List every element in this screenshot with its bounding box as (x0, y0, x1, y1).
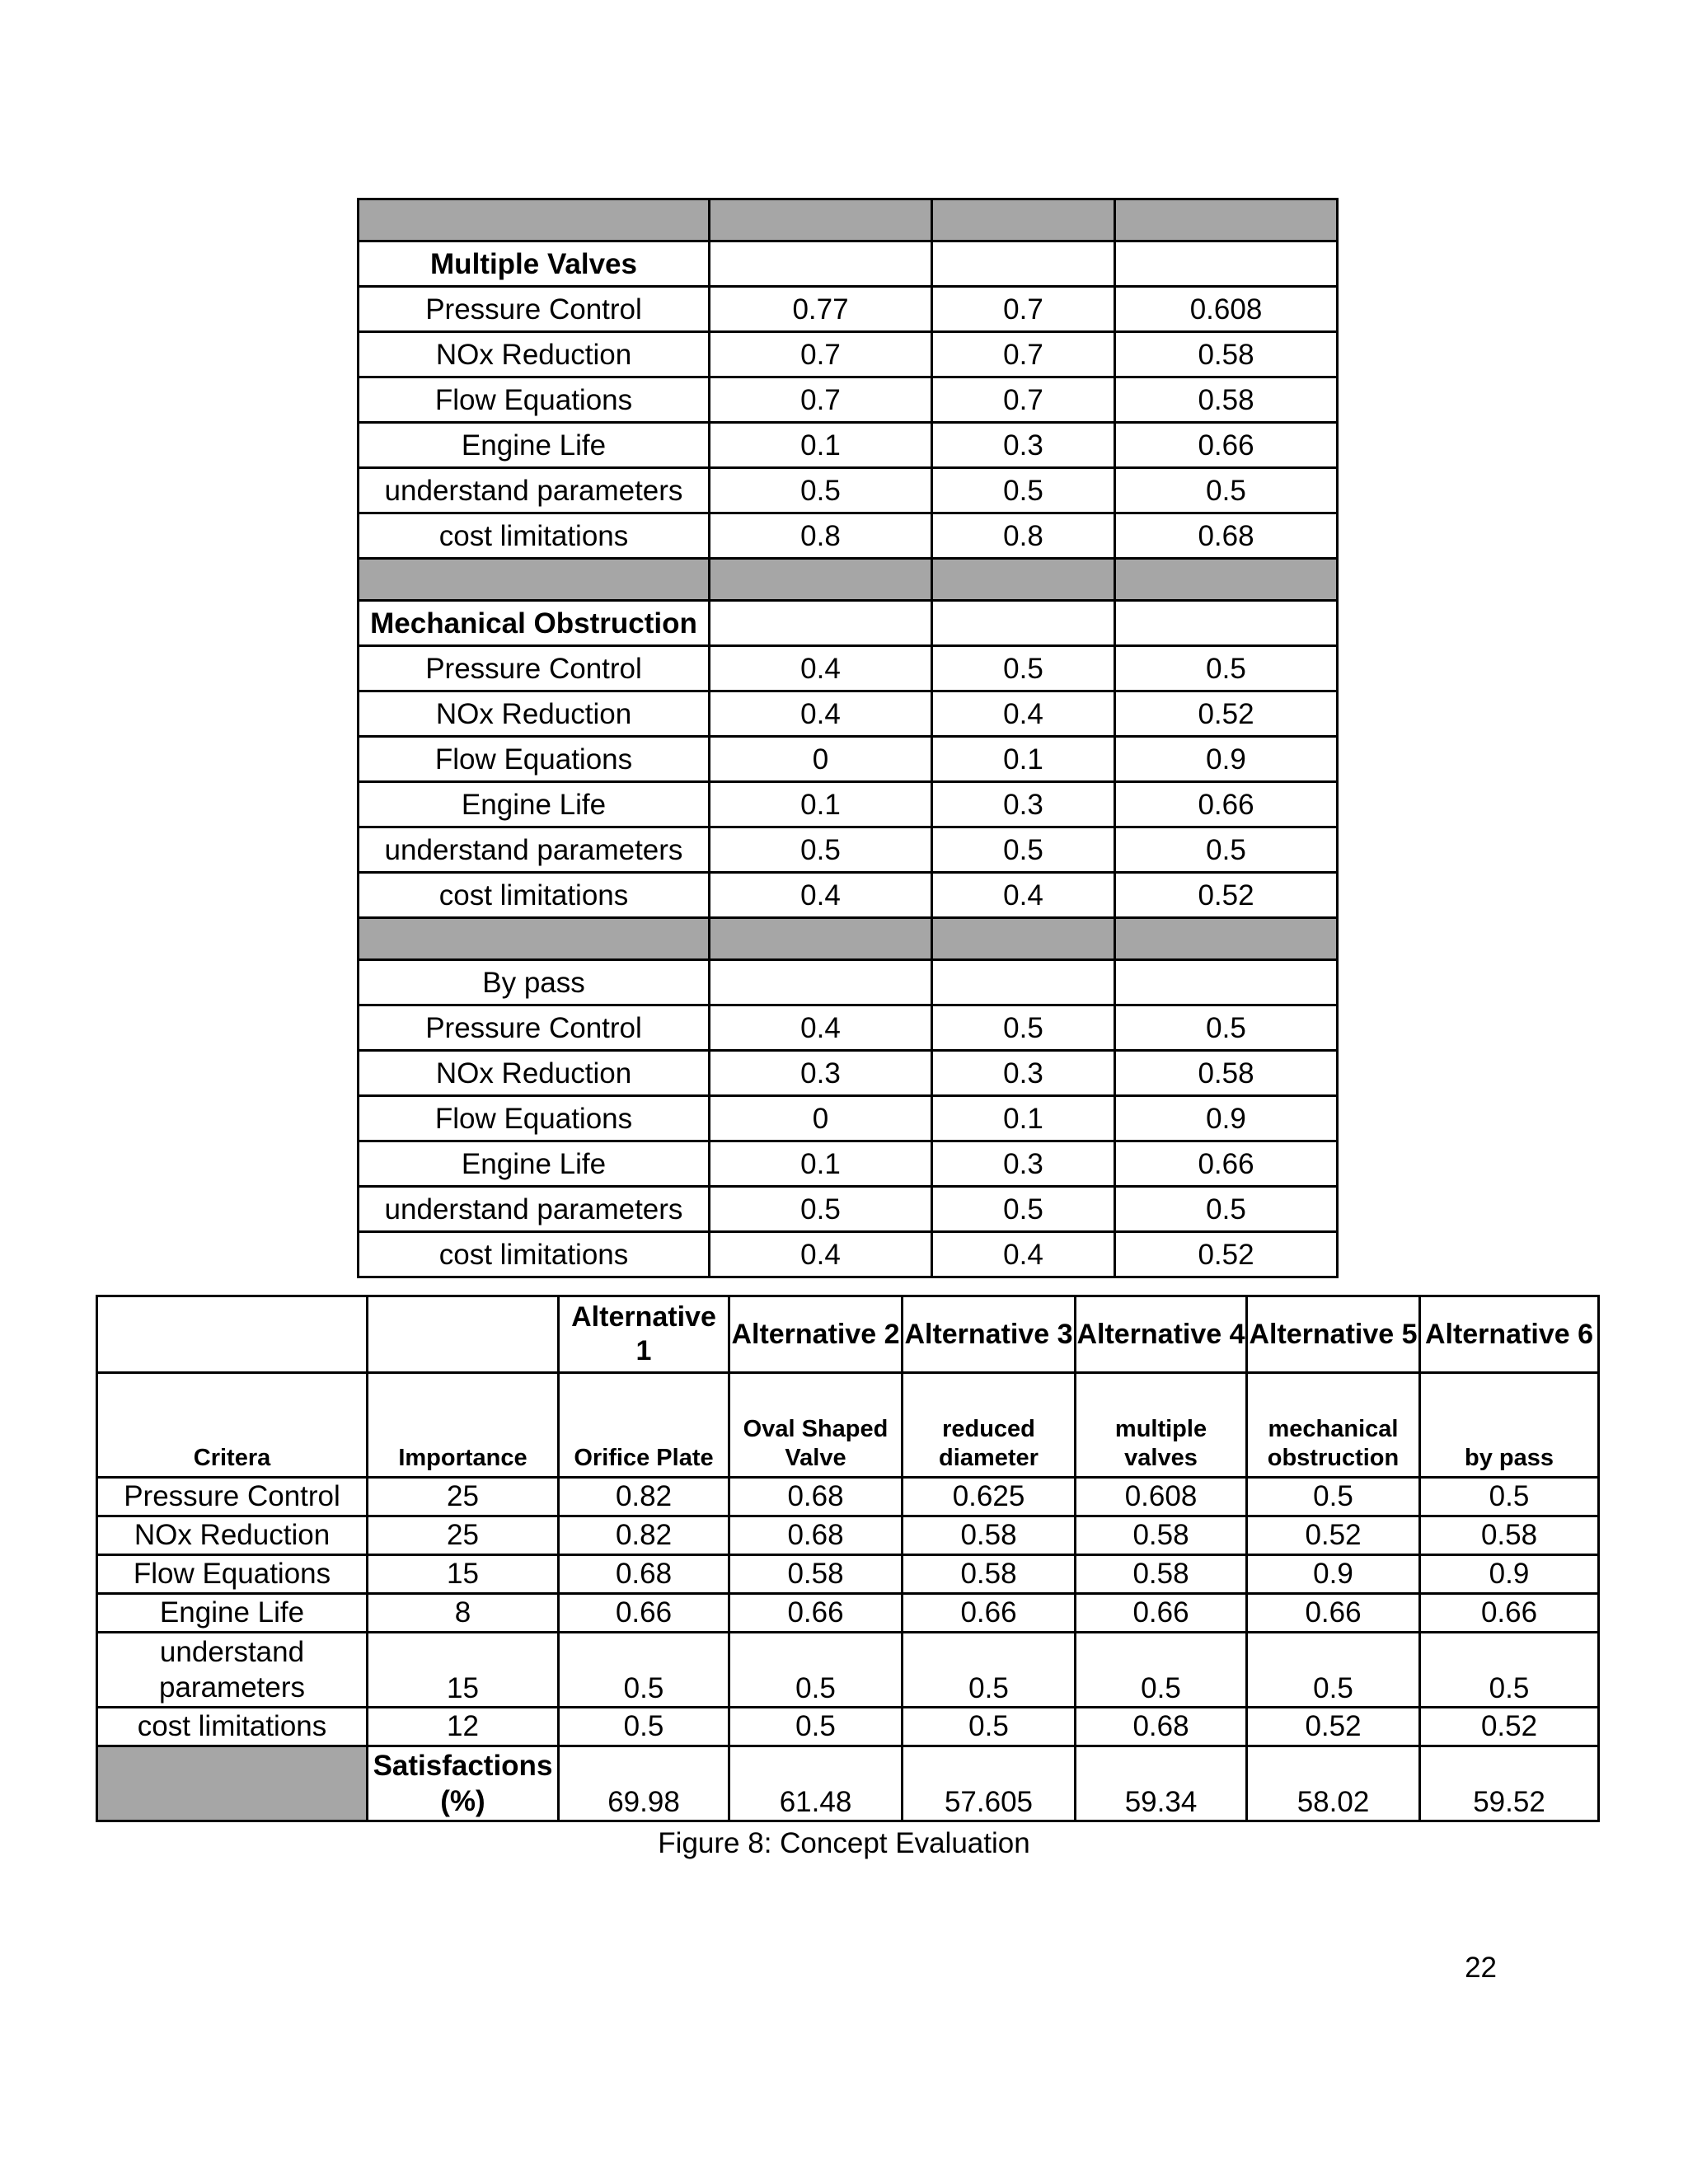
section-separator-row (359, 199, 1338, 241)
score-cell: 0.52 (1115, 1232, 1338, 1277)
importance-cell: 15 (368, 1633, 559, 1708)
importance-cell: 15 (368, 1555, 559, 1594)
table-row (359, 782, 1338, 827)
score-cell: 0.1 (710, 782, 932, 827)
criterion-cell: cost limitations (359, 513, 710, 559)
score-cell: 0.66 (729, 1594, 903, 1633)
score-cell: 0.5 (729, 1633, 903, 1708)
concept-header-row (97, 1373, 1599, 1478)
table-row (359, 332, 1338, 377)
score-cell: 0.58 (1115, 1051, 1338, 1096)
criterion-cell: understand parameters (359, 468, 710, 513)
score-cell: 0.5 (1115, 1187, 1338, 1232)
empty-cell (1115, 960, 1338, 1005)
satisfaction-value: 69.98 (559, 1746, 729, 1821)
score-cell: 0.58 (1076, 1555, 1247, 1594)
score-cell: 0.5 (932, 468, 1115, 513)
score-cell: 0.58 (1076, 1516, 1247, 1555)
score-cell: 0 (710, 1096, 932, 1141)
score-cell: 0.9 (1420, 1555, 1599, 1594)
criterion-cell: Pressure Control (359, 287, 710, 332)
table-row (359, 1187, 1338, 1232)
table-row (359, 737, 1338, 782)
score-cell: 0.77 (710, 287, 932, 332)
concept-header: Oval Shaped Valve (729, 1373, 903, 1478)
score-cell: 0.7 (710, 377, 932, 423)
empty-cell (710, 601, 932, 646)
score-cell: 0.4 (932, 1232, 1115, 1277)
score-cell: 0.5 (710, 827, 932, 873)
alternatives-header-row (97, 1296, 1599, 1373)
score-cell: 0 (710, 737, 932, 782)
table-row (97, 1555, 1599, 1594)
table-row (359, 691, 1338, 737)
empty-cell (710, 241, 932, 287)
concept-header: by pass (1420, 1373, 1599, 1478)
criteria-header: Critera (97, 1373, 368, 1478)
section-heading-row (359, 241, 1338, 287)
alternative-header: Alternative 3 (903, 1296, 1076, 1373)
score-cell: 0.3 (710, 1051, 932, 1096)
score-cell: 0.66 (1115, 1141, 1338, 1187)
alternative-header: Alternative 1 (559, 1296, 729, 1373)
criterion-cell: Pressure Control (359, 646, 710, 691)
score-cell: 0.4 (710, 1005, 932, 1051)
score-cell: 0.66 (1115, 782, 1338, 827)
score-cell: 0.66 (559, 1594, 729, 1633)
gray-cell (1115, 199, 1338, 241)
score-cell: 0.5 (1247, 1478, 1420, 1516)
table-row (359, 827, 1338, 873)
score-cell: 0.9 (1115, 737, 1338, 782)
score-cell: 0.68 (559, 1555, 729, 1594)
figure-caption: Figure 8: Concept Evaluation (658, 1827, 1030, 1859)
section-heading: By pass (359, 960, 710, 1005)
satisfaction-value: 58.02 (1247, 1746, 1420, 1821)
score-cell: 0.5 (932, 1187, 1115, 1232)
score-cell: 0.5 (1420, 1478, 1599, 1516)
score-cell: 0.5 (932, 827, 1115, 873)
score-cell: 0.7 (932, 332, 1115, 377)
concept-header: reduced diameter (903, 1373, 1076, 1478)
importance-cell: 25 (368, 1516, 559, 1555)
importance-cell: 8 (368, 1594, 559, 1633)
score-cell: 0.1 (932, 737, 1115, 782)
score-cell: 0.66 (1247, 1594, 1420, 1633)
empty-cell (932, 241, 1115, 287)
table-row (359, 1051, 1338, 1096)
criterion-cell: Engine Life (359, 1141, 710, 1187)
criterion-cell: Flow Equations (359, 1096, 710, 1141)
score-cell: 0.82 (559, 1478, 729, 1516)
score-cell: 0.1 (710, 423, 932, 468)
table-row (359, 423, 1338, 468)
satisfaction-row (97, 1746, 1599, 1821)
table-row (359, 377, 1338, 423)
score-cell: 0.58 (1420, 1516, 1599, 1555)
criterion-cell: cost limitations (97, 1708, 368, 1746)
score-cell: 0.52 (1247, 1516, 1420, 1555)
score-cell: 0.68 (729, 1478, 903, 1516)
score-cell: 0.52 (1420, 1708, 1599, 1746)
empty-cell (368, 1296, 559, 1373)
gray-cell (1115, 918, 1338, 960)
score-cell: 0.82 (559, 1516, 729, 1555)
satisfaction-label: Satisfactions (%) (368, 1746, 559, 1821)
score-cell: 0.5 (559, 1708, 729, 1746)
table-row (359, 1141, 1338, 1187)
criterion-cell: NOx Reduction (97, 1516, 368, 1555)
gray-cell (932, 918, 1115, 960)
section-heading: Mechanical Obstruction (359, 601, 710, 646)
score-cell: 0.52 (1115, 691, 1338, 737)
empty-cell (932, 601, 1115, 646)
score-cell: 0.5 (1115, 468, 1338, 513)
section-heading-row (359, 601, 1338, 646)
criterion-cell: understand parameters (359, 1187, 710, 1232)
alternative-header: Alternative 6 (1420, 1296, 1599, 1373)
score-cell: 0.58 (729, 1555, 903, 1594)
gray-cell (359, 199, 710, 241)
satisfaction-value: 59.34 (1076, 1746, 1247, 1821)
satisfaction-value: 57.605 (903, 1746, 1076, 1821)
criterion-cell: Flow Equations (359, 377, 710, 423)
score-cell: 0.58 (903, 1516, 1076, 1555)
score-cell: 0.58 (1115, 377, 1338, 423)
score-cell: 0.4 (932, 873, 1115, 918)
score-cell: 0.5 (1115, 646, 1338, 691)
section-separator-row (359, 918, 1338, 960)
table-row (359, 287, 1338, 332)
score-cell: 0.3 (932, 1141, 1115, 1187)
score-cell: 0.66 (1115, 423, 1338, 468)
score-cell: 0.66 (1076, 1594, 1247, 1633)
table-row (359, 1232, 1338, 1277)
score-cell: 0.1 (932, 1096, 1115, 1141)
criterion-cell: cost limitations (359, 873, 710, 918)
gray-cell (359, 559, 710, 601)
table-row (359, 646, 1338, 691)
empty-cell (97, 1296, 368, 1373)
section-heading-row (359, 960, 1338, 1005)
score-cell: 0.8 (710, 513, 932, 559)
score-cell: 0.66 (903, 1594, 1076, 1633)
table-row (97, 1708, 1599, 1746)
criterion-cell: Engine Life (359, 782, 710, 827)
table-row (97, 1594, 1599, 1633)
satisfaction-value: 59.52 (1420, 1746, 1599, 1821)
score-cell: 0.608 (1076, 1478, 1247, 1516)
table-row (359, 873, 1338, 918)
score-cell: 0.4 (710, 691, 932, 737)
score-cell: 0.7 (932, 377, 1115, 423)
concept-header: mechanical obstruction (1247, 1373, 1420, 1478)
score-cell: 0.68 (1076, 1708, 1247, 1746)
score-cell: 0.5 (932, 1005, 1115, 1051)
criterion-cell: NOx Reduction (359, 332, 710, 377)
table-row (359, 1005, 1338, 1051)
gray-cell (932, 559, 1115, 601)
score-cell: 0.4 (710, 873, 932, 918)
score-cell: 0.58 (903, 1555, 1076, 1594)
score-cell: 0.5 (559, 1633, 729, 1708)
score-cell: 0.68 (1115, 513, 1338, 559)
criterion-cell: cost limitations (359, 1232, 710, 1277)
concept-header: multiple valves (1076, 1373, 1247, 1478)
score-cell: 0.52 (1115, 873, 1338, 918)
criterion-cell: Pressure Control (97, 1478, 368, 1516)
gray-cell (1115, 559, 1338, 601)
score-cell: 0.9 (1115, 1096, 1338, 1141)
score-cell: 0.7 (932, 287, 1115, 332)
score-cell: 0.5 (710, 1187, 932, 1232)
alternative-header: Alternative 2 (729, 1296, 903, 1373)
page-number: 22 (1465, 1952, 1497, 1984)
alternative-header: Alternative 4 (1076, 1296, 1247, 1373)
score-cell: 0.5 (903, 1708, 1076, 1746)
criterion-cell: NOx Reduction (359, 691, 710, 737)
criterion-cell: Pressure Control (359, 1005, 710, 1051)
gray-cell (97, 1746, 368, 1821)
importance-cell: 12 (368, 1708, 559, 1746)
satisfaction-value: 61.48 (729, 1746, 903, 1821)
section-separator-row (359, 559, 1338, 601)
importance-header: Importance (368, 1373, 559, 1478)
score-cell: 0.7 (710, 332, 932, 377)
concept-header: Orifice Plate (559, 1373, 729, 1478)
table-row (97, 1478, 1599, 1516)
criterion-cell: understand parameters (97, 1633, 368, 1708)
criteria-scores-table (357, 198, 1339, 1278)
criterion-cell: Flow Equations (97, 1555, 368, 1594)
empty-cell (932, 960, 1115, 1005)
criterion-cell: NOx Reduction (359, 1051, 710, 1096)
gray-cell (710, 918, 932, 960)
score-cell: 0.9 (1247, 1555, 1420, 1594)
score-cell: 0.3 (932, 423, 1115, 468)
score-cell: 0.52 (1247, 1708, 1420, 1746)
table-row (97, 1633, 1599, 1708)
criterion-cell: Engine Life (359, 423, 710, 468)
score-cell: 0.4 (710, 646, 932, 691)
score-cell: 0.1 (710, 1141, 932, 1187)
score-cell: 0.608 (1115, 287, 1338, 332)
score-cell: 0.66 (1420, 1594, 1599, 1633)
gray-cell (359, 918, 710, 960)
alternative-header: Alternative 5 (1247, 1296, 1420, 1373)
criterion-cell: Engine Life (97, 1594, 368, 1633)
score-cell: 0.8 (932, 513, 1115, 559)
score-cell: 0.5 (1247, 1633, 1420, 1708)
score-cell: 0.4 (932, 691, 1115, 737)
score-cell: 0.4 (710, 1232, 932, 1277)
score-cell: 0.5 (1115, 1005, 1338, 1051)
empty-cell (1115, 241, 1338, 287)
table-row (359, 1096, 1338, 1141)
concept-evaluation-table (96, 1295, 1600, 1822)
table-row (97, 1516, 1599, 1555)
table-row (359, 513, 1338, 559)
score-cell: 0.5 (1420, 1633, 1599, 1708)
score-cell: 0.5 (1076, 1633, 1247, 1708)
score-cell: 0.5 (932, 646, 1115, 691)
score-cell: 0.3 (932, 1051, 1115, 1096)
score-cell: 0.68 (729, 1516, 903, 1555)
table-row (359, 468, 1338, 513)
section-heading: Multiple Valves (359, 241, 710, 287)
importance-cell: 25 (368, 1478, 559, 1516)
empty-cell (710, 960, 932, 1005)
score-cell: 0.3 (932, 782, 1115, 827)
score-cell: 0.5 (729, 1708, 903, 1746)
score-cell: 0.5 (1115, 827, 1338, 873)
criterion-cell: Flow Equations (359, 737, 710, 782)
score-cell: 0.5 (710, 468, 932, 513)
score-cell: 0.625 (903, 1478, 1076, 1516)
score-cell: 0.5 (903, 1633, 1076, 1708)
score-cell: 0.58 (1115, 332, 1338, 377)
gray-cell (710, 199, 932, 241)
empty-cell (1115, 601, 1338, 646)
gray-cell (710, 559, 932, 601)
gray-cell (932, 199, 1115, 241)
criterion-cell: understand parameters (359, 827, 710, 873)
